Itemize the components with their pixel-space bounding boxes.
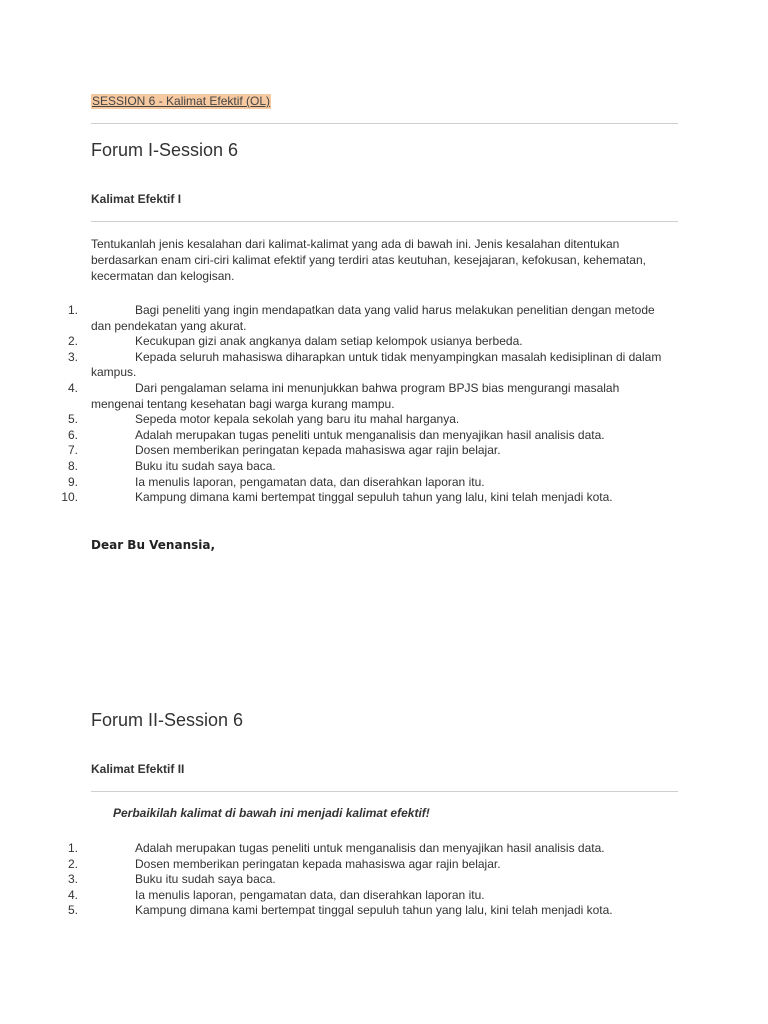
item-text: Adalah merupakan tugas peneliti untuk menganalisis dan menyajikan hasil analisis data. <box>135 841 605 855</box>
list-item <box>0 412 671 428</box>
item-number: 1. <box>67 303 78 317</box>
item-number: 4. <box>67 887 78 902</box>
list-item <box>0 443 671 459</box>
item-number: 5. <box>67 412 78 427</box>
greeting: Dear Bu Venansia, <box>91 538 216 552</box>
forum-2-title: Forum II-Session 6 <box>91 710 244 730</box>
list-item <box>0 334 671 350</box>
item-text: Dari pengalaman selama ini menunjukkan bahwa program BPJS bias mengurangi masalah mengenai tentang kesehatan bagi warga kurang mampu. <box>91 380 620 411</box>
list-item <box>0 888 671 904</box>
forum-1-subtitle: Kalimat Efektif I <box>91 192 182 206</box>
divider <box>91 221 678 222</box>
divider <box>91 791 678 792</box>
list-item <box>0 475 671 491</box>
item-text: Buku itu sudah saya baca. <box>135 458 276 473</box>
item-number: 10. <box>61 490 78 505</box>
item-number: 4. <box>67 380 78 395</box>
item-number: 7. <box>67 443 78 458</box>
list-item <box>0 857 671 873</box>
item-text: Sepeda motor kepala sekolah yang baru itu mahal harganya. <box>135 412 460 427</box>
list-item <box>0 459 671 475</box>
list-item <box>0 841 671 857</box>
item-text: Adalah merupakan tugas peneliti untuk menganalisis dan menyajikan hasil analisis data. <box>135 427 605 442</box>
item-number: 3. <box>67 349 78 364</box>
list-item <box>0 303 671 334</box>
forum-1-title: Forum I-Session 6 <box>91 140 239 160</box>
item-number: 1. <box>67 841 78 855</box>
item-text: Kecukupan gizi anak angkanya dalam setiap kelompok usianya berbeda. <box>135 334 523 349</box>
item-number: 3. <box>67 872 78 887</box>
divider <box>91 123 678 124</box>
list-item <box>0 872 671 888</box>
forum-1-intro: Tentukanlah jenis kesalahan dari kalimat-kalimat yang ada di bawah ini. Jenis kesalahan ditentukan berdasarkan enam ciri-ciri kalimat efektif yang terdiri atas keutuhan, kesejajaran, kefokusan, kehematan, kecermatan dan kelogisan. <box>91 237 646 283</box>
forum-2-instruction: Perbaikilah kalimat di bawah ini menjadi kalimat efektif! <box>113 806 430 820</box>
list-item <box>0 381 671 412</box>
item-text: Buku itu sudah saya baca. <box>135 872 276 887</box>
item-number: 2. <box>67 856 78 871</box>
item-text: Dosen memberikan peringatan kepada mahasiswa agar rajin belajar. <box>135 443 501 458</box>
list-item <box>0 490 671 506</box>
item-number: 2. <box>67 334 78 349</box>
forum-2-subtitle: Kalimat Efektif II <box>91 762 185 776</box>
list-item <box>0 428 671 444</box>
item-text: Kampung dimana kami bertempat tinggal sepuluh tahun yang lalu, kini telah menjadi kota. <box>135 490 613 505</box>
forum-1-question-list <box>0 303 768 506</box>
item-text: Ia menulis laporan, pengamatan data, dan diserahkan laporan itu. <box>135 887 485 902</box>
item-number: 8. <box>67 458 78 473</box>
forum-2-question-list <box>0 841 768 919</box>
item-text: Kepada seluruh mahasiswa diharapkan untuk tidak menyampingkan masalah kedisiplinan di dalam kampus. <box>91 349 662 380</box>
item-text: Kampung dimana kami bertempat tinggal sepuluh tahun yang lalu, kini telah menjadi kota. <box>135 903 613 918</box>
list-item <box>0 350 671 381</box>
item-text: Ia menulis laporan, pengamatan data, dan diserahkan laporan itu. <box>135 474 485 489</box>
item-number: 9. <box>67 474 78 489</box>
item-number: 6. <box>67 427 78 442</box>
item-text: Bagi peneliti yang ingin mendapatkan data yang valid harus melakukan penelitian dengan metode dan pendekatan yang akurat. <box>91 303 655 333</box>
list-item <box>0 903 671 919</box>
session-link[interactable]: SESSION 6 - Kalimat Efektif (OL) <box>92 94 271 108</box>
item-text: Dosen memberikan peringatan kepada mahasiswa agar rajin belajar. <box>135 856 501 871</box>
item-number: 5. <box>67 903 78 918</box>
